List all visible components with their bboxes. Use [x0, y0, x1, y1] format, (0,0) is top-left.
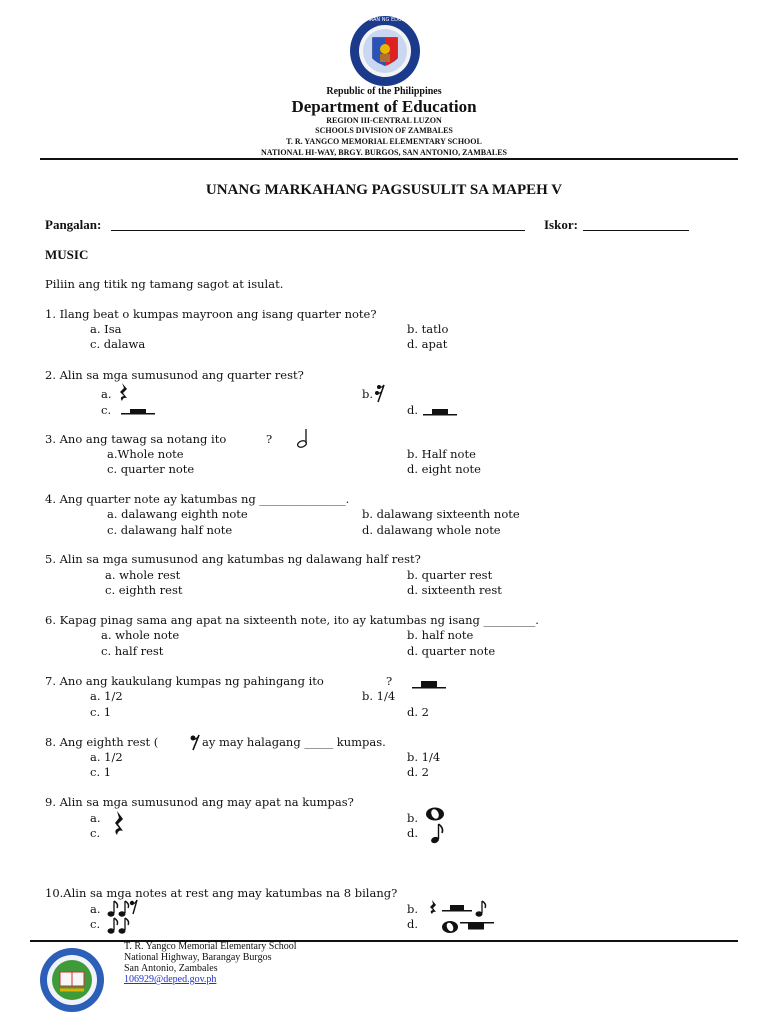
half-rest-icon [121, 404, 155, 423]
question-1: 1. Ilang beat o kumpas mayroon ang isang quarter note? [45, 307, 377, 321]
q9-option-d[interactable]: d. [407, 826, 419, 840]
q1-option-a[interactable]: a. Isa [90, 322, 122, 336]
q7-option-a[interactable]: a. 1/2 [90, 689, 123, 703]
exam-title: UNANG MARKAHANG PAGSUSULIT SA MAPEH V [205, 182, 563, 198]
q2-option-d[interactable]: d. [407, 403, 419, 417]
q9-option-b[interactable]: b. [407, 811, 419, 825]
q2-option-b[interactable]: b. [362, 387, 374, 401]
q9-option-c[interactable]: c. [90, 826, 101, 840]
q9-option-a[interactable]: a. [90, 811, 101, 825]
q4-option-a[interactable]: a. dalawang eighth note [107, 507, 248, 521]
deped-seal [348, 14, 422, 88]
q2-option-c[interactable]: c. [101, 403, 112, 417]
q3-option-d[interactable]: d. eight note [407, 462, 481, 476]
section-title: MUSIC [45, 247, 89, 262]
q1-option-c[interactable]: c. dalawa [90, 337, 146, 351]
footer-school: T. R. Yangco Memorial Elementary School [124, 941, 297, 952]
header-divider [40, 158, 738, 160]
q5-option-d[interactable]: d. sixteenth rest [407, 583, 502, 597]
q8-option-c[interactable]: c. 1 [90, 765, 112, 779]
question-10: 10.Alin sa mga notes at rest ang may katumbas na 8 bilang? [45, 886, 398, 900]
svg-text:KAGAWARAN NG EDUKASYON: KAGAWARAN NG EDUKASYON [348, 17, 422, 23]
q7-option-b[interactable]: b. 1/4 [362, 689, 396, 703]
q4-option-c[interactable]: c. dalawang half note [107, 523, 233, 537]
q8-option-d[interactable]: d. 2 [407, 765, 429, 779]
q6-option-a[interactable]: a. whole note [101, 628, 180, 642]
question-4: 4. Ang quarter note ay katumbas ng _______________. [45, 492, 350, 506]
q4-option-b[interactable]: b. dalawang sixteenth note [362, 507, 520, 521]
footer-address-line-1: National Highway, Barangay Burgos [124, 952, 272, 963]
eighth-notes-and-rest-icon [106, 898, 142, 940]
header-division: SCHOOLS DIVISION OF ZAMBALES [315, 126, 453, 135]
score-field[interactable] [583, 230, 689, 231]
q3-option-a[interactable]: a.Whole note [107, 447, 184, 461]
question-3: 3. Ano ang tawag sa notang ito [45, 432, 227, 446]
eighth-rest-icon [188, 733, 202, 755]
q5-option-a[interactable]: a. whole rest [105, 568, 181, 582]
footer-address-line-2: San Antonio, Zambales [124, 963, 218, 974]
question-7: 7. Ano ang kaukulang kumpas ng pahingang ito [45, 674, 324, 688]
q2-option-a[interactable]: a. [101, 387, 112, 401]
question-8-end: ay may halagang _____ kumpas. [202, 735, 386, 749]
q8-option-b[interactable]: b. 1/4 [407, 750, 441, 764]
name-field[interactable] [111, 230, 525, 231]
q3-question-mark: ? [266, 432, 273, 446]
q10-option-c[interactable]: c. [90, 917, 101, 931]
q10-option-b[interactable]: b. [407, 902, 419, 916]
whole-rest-icon [412, 675, 446, 694]
header-department: Department of Education [291, 97, 477, 116]
header-address: NATIONAL HI-WAY, BRGY. BURGOS, SAN ANTONIO, ZAMBALES [261, 148, 507, 157]
q4-option-d[interactable]: d. dalawang whole note [362, 523, 501, 537]
q6-option-d[interactable]: d. quarter note [407, 644, 496, 658]
q3-option-c[interactable]: c. quarter note [107, 462, 195, 476]
school-logo [38, 946, 106, 1014]
q5-option-b[interactable]: b. quarter rest [407, 568, 493, 582]
footer-email-link[interactable]: 106929@deped.gov.ph [124, 974, 217, 985]
quarter-rest-icon [112, 809, 126, 845]
question-6: 6. Kapag pinag sama ang apat na sixteenth note, ito ay katumbas ng isang _________. [45, 613, 539, 627]
q1-option-b[interactable]: b. tatlo [407, 322, 449, 336]
q7-question-mark: ? [386, 674, 393, 688]
q5-option-c[interactable]: c. eighth rest [105, 583, 183, 597]
header-region: REGION III-CENTRAL LUZON [326, 116, 442, 125]
q6-option-b[interactable]: b. half note [407, 628, 474, 642]
q7-option-d[interactable]: d. 2 [407, 705, 429, 719]
q1-option-d[interactable]: d. apat [407, 337, 448, 351]
question-8-start: 8. Ang eighth rest ( [45, 735, 159, 749]
question-2: 2. Alin sa mga sumusunod ang quarter rest? [45, 368, 304, 382]
half-note-icon [296, 428, 310, 452]
header-country: Republic of the Philippines [326, 86, 442, 97]
instruction: Piliin ang titik ng tamang sagot at isulat. [45, 277, 284, 291]
q8-option-a[interactable]: a. 1/2 [90, 750, 123, 764]
header-school: T. R. YANGCO MEMORIAL ELEMENTARY SCHOOL [286, 137, 482, 146]
score-label: Iskor: [544, 217, 578, 232]
question-9: 9. Alin sa mga sumusunod ang may apat na kumpas? [45, 795, 354, 809]
whole-rest-icon [423, 402, 457, 421]
eighth-note-icon [430, 822, 446, 848]
sixteenth-rest-icon [374, 383, 386, 407]
question-5: 5. Alin sa mga sumusunod ang katumbas ng dalawang half rest? [45, 552, 421, 566]
q6-option-c[interactable]: c. half rest [101, 644, 164, 658]
q10-option-a[interactable]: a. [90, 902, 101, 916]
q10-option-d[interactable]: d. [407, 917, 419, 931]
rests-and-notes-icon [428, 898, 496, 940]
q7-option-c[interactable]: c. 1 [90, 705, 112, 719]
name-label: Pangalan: [45, 217, 102, 232]
q3-option-b[interactable]: b. Half note [407, 447, 476, 461]
